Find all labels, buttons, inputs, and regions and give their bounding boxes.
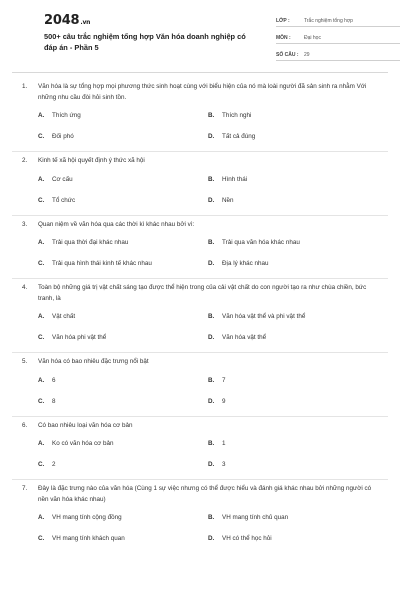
option-letter: A. (38, 514, 45, 521)
option-text: VH mang tính chủ quan (222, 514, 289, 521)
option-text: 9 (222, 397, 226, 405)
option-text: VH mang tính khách quan (52, 535, 125, 542)
option-letter: B. (208, 440, 215, 447)
option-d[interactable] (208, 259, 378, 268)
option-letter: D. (208, 397, 215, 405)
option-letter: C. (38, 461, 45, 468)
option-letter: D. (208, 535, 215, 542)
option-text: VH mang tính cộng đồng (52, 514, 122, 521)
option-grid (22, 111, 378, 141)
option-letter: A. (38, 313, 45, 320)
option-letter: C. (38, 196, 45, 204)
option-text: Đối phó (52, 133, 74, 140)
option-text: Trải qua văn hóa khác nhau (222, 239, 300, 246)
option-b[interactable] (208, 312, 378, 321)
option-letter: A. (38, 376, 45, 384)
site-logo[interactable] (44, 13, 90, 28)
option-d[interactable] (208, 397, 378, 406)
question-number: 6. (22, 421, 28, 429)
question-number: 3. (22, 220, 28, 228)
question-text: Có bao nhiêu loại văn hóa cơ bản (38, 421, 133, 429)
option-text: Cơ cấu (52, 175, 73, 183)
option-text: Văn hóa vật thể (222, 334, 267, 341)
option-letter: C. (38, 133, 45, 140)
option-text: Trải qua thời đại khác nhau (52, 239, 129, 246)
question-item (22, 152, 378, 216)
option-grid (22, 175, 378, 205)
option-b[interactable] (208, 376, 378, 385)
question-stem (22, 82, 378, 103)
question-item (22, 480, 378, 543)
option-letter: D. (208, 133, 215, 140)
option-b[interactable] (208, 111, 378, 120)
question-item (22, 353, 378, 417)
option-letter: B. (208, 112, 215, 119)
question-stem (22, 484, 378, 505)
question-stem (22, 357, 378, 368)
option-letter: D. (208, 334, 215, 341)
question-stem (22, 156, 378, 167)
document-header (22, 0, 378, 70)
option-a[interactable] (38, 439, 208, 448)
question-text: Đây là đặc trưng nào của văn hóa (Cùng 1 sự việc nhưng có thể được hiểu và đánh giá khác nhau bởi những người có nền văn hóa khác nhau) (38, 485, 372, 503)
option-d[interactable] (208, 132, 378, 141)
option-text: 2 (52, 461, 56, 468)
option-text: 1 (222, 440, 226, 447)
option-c[interactable] (38, 196, 208, 205)
option-text: Trải qua hình thái kinh tế khác nhau (52, 260, 152, 267)
option-d[interactable] (208, 460, 378, 469)
option-text: Địa lý khác nhau (222, 260, 269, 267)
meta-table (276, 13, 400, 64)
option-text: Hình thái (222, 175, 248, 183)
option-grid (22, 439, 378, 469)
question-text: Kinh tế xã hội quyết định ý thức xã hội (38, 157, 145, 164)
meta-key: MÔN : (276, 35, 291, 41)
question-item (22, 279, 378, 353)
option-grid (22, 238, 378, 268)
option-d[interactable] (208, 534, 378, 543)
question-stem (22, 283, 378, 304)
option-grid (22, 376, 378, 406)
document-title: 500+ câu trắc nghiệm tổng hợp Văn hóa doanh nghiệp có đáp án - Phần 5 (44, 32, 246, 52)
meta-key: LỚP : (276, 18, 290, 24)
meta-row-subject (276, 30, 400, 44)
option-b[interactable] (208, 238, 378, 247)
option-text: 3 (222, 461, 226, 468)
option-letter: C. (38, 397, 45, 405)
option-text: 6 (52, 376, 56, 384)
question-number: 2. (22, 157, 28, 164)
option-text: Văn hóa phi vật thể (52, 334, 107, 341)
meta-row-count (276, 47, 400, 61)
option-letter: B. (208, 175, 215, 183)
option-text: Nền (222, 196, 234, 204)
option-letter: C. (38, 260, 45, 267)
option-letter: C. (38, 334, 45, 341)
option-letter: A. (38, 175, 45, 183)
option-letter: D. (208, 260, 215, 267)
question-text: Văn hóa có bao nhiêu đặc trưng nổi bật (38, 358, 149, 365)
option-text: Tổ chức (52, 196, 76, 204)
option-text: Tất cả đúng (222, 133, 256, 140)
option-letter: A. (38, 112, 45, 119)
option-a[interactable] (38, 513, 208, 522)
option-grid (22, 312, 378, 342)
option-b[interactable] (208, 513, 378, 522)
option-c[interactable] (38, 397, 208, 406)
option-b[interactable] (208, 175, 378, 184)
question-list (22, 78, 378, 543)
option-c[interactable] (38, 132, 208, 141)
option-grid (22, 513, 378, 543)
meta-row-class (276, 13, 400, 27)
option-a[interactable] (38, 175, 208, 184)
meta-value: Trắc nghiệm tổng hợp (304, 18, 353, 24)
meta-value: 29 (304, 52, 310, 58)
question-item (22, 216, 378, 280)
option-c[interactable] (38, 333, 208, 342)
option-letter: B. (208, 239, 215, 246)
option-d[interactable] (208, 333, 378, 342)
question-text: Toàn bộ những giá trị vật chất sáng tạo được thể hiện trong của cải vật chất do con người tạo ra như chùa chiền, bức tranh, là (38, 284, 367, 302)
option-a[interactable] (38, 376, 208, 385)
option-d[interactable] (208, 196, 378, 205)
option-a[interactable] (38, 238, 208, 247)
question-item (22, 78, 378, 152)
option-text: Thích nghi (222, 112, 252, 119)
option-a[interactable] (38, 111, 208, 120)
option-text: Vật chất (52, 313, 76, 320)
question-number: 1. (22, 83, 28, 90)
option-a[interactable] (38, 312, 208, 321)
option-letter: B. (208, 514, 215, 521)
option-c[interactable] (38, 534, 208, 543)
option-text: Ko có văn hóa cơ bản (52, 440, 114, 447)
meta-key: SỐ CÂU : (276, 52, 299, 58)
header-divider (12, 72, 388, 73)
logo-main: 2048 (44, 13, 80, 28)
option-letter: C. (38, 535, 45, 542)
question-number: 7. (22, 485, 28, 492)
question-number: 5. (22, 358, 28, 365)
logo-suffix: .vn (80, 19, 91, 26)
option-text: Văn hóa vật thể và phi vật thể (222, 313, 306, 320)
option-c[interactable] (38, 259, 208, 268)
option-text: 7 (222, 376, 226, 384)
meta-value: Đại học (304, 35, 321, 41)
option-c[interactable] (38, 460, 208, 469)
option-letter: B. (208, 313, 215, 320)
option-letter: B. (208, 376, 215, 384)
option-text: Thích ứng (52, 112, 81, 119)
option-text: VH có thể học hỏi (222, 535, 272, 542)
option-letter: D. (208, 461, 215, 468)
option-letter: A. (38, 239, 45, 246)
option-b[interactable] (208, 439, 378, 448)
question-number: 4. (22, 284, 28, 291)
question-text: Văn hóa là sự tổng hợp mọi phương thức sinh hoạt cùng với biểu hiện của nó mà loài người đã sản sinh ra nhằm Với những nhu cầu đòi hỏi sinh tồn. (38, 83, 367, 101)
question-item (22, 417, 378, 481)
question-text: Quan niệm về văn hóa qua các thời kì khác nhau bởi vì: (38, 220, 195, 228)
option-letter: A. (38, 440, 45, 447)
question-stem (22, 421, 378, 432)
option-letter: D. (208, 196, 215, 204)
question-stem (22, 220, 378, 231)
option-text: 8 (52, 397, 56, 405)
